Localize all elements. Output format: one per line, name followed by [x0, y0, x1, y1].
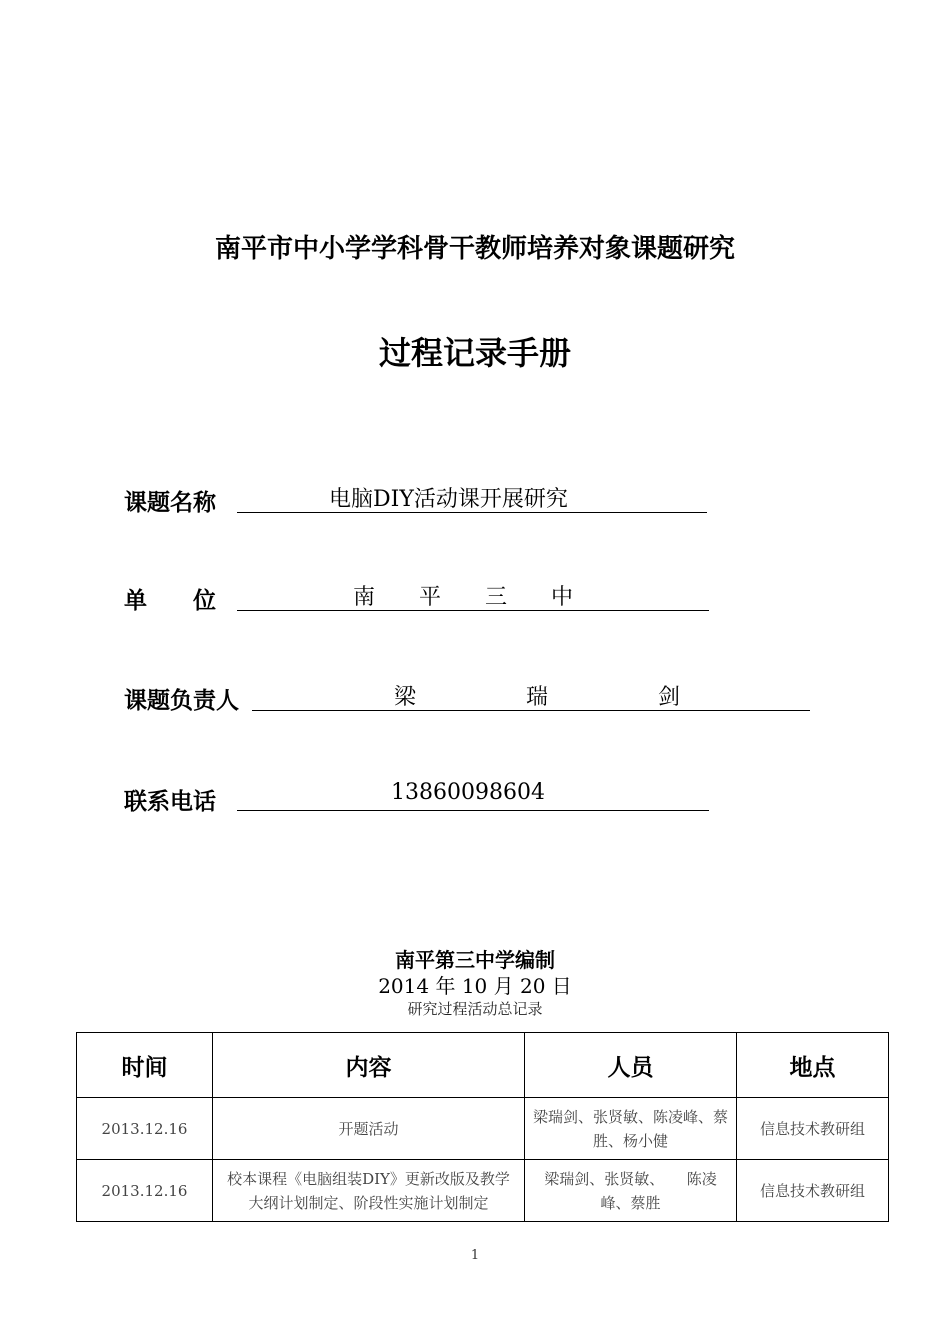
header-place: 地点	[737, 1033, 889, 1098]
leader-label: 课题负责人	[124, 688, 239, 714]
topic-label: 课题名称	[124, 490, 216, 516]
activity-record-table	[76, 1032, 889, 1222]
topic-line	[237, 480, 707, 513]
unit-value: 南 平 三 中	[353, 585, 574, 610]
topic-value: 电脑DIY活动课开展研究	[329, 487, 568, 512]
header-people: 人员	[525, 1033, 737, 1098]
table-caption: 研究过程活动总记录	[407, 1000, 543, 1018]
document-subtitle: 过程记录手册	[378, 334, 571, 372]
cell-time: 2013.12.16	[77, 1160, 213, 1222]
leader-line	[252, 678, 810, 711]
page-number: 1	[470, 1248, 480, 1263]
cell-place: 信息技术教研组	[737, 1160, 889, 1222]
cell-time: 2013.12.16	[77, 1098, 213, 1160]
header-time: 时间	[77, 1033, 213, 1098]
compiler-org: 南平第三中学编制	[395, 948, 555, 972]
unit-label: 单 位	[124, 588, 216, 614]
document-title: 南平市中小学学科骨干教师培养对象课题研究	[214, 234, 735, 264]
phone-line	[237, 778, 709, 811]
cell-people: 梁瑞剑、张贤敏、陈凌峰、蔡胜、杨小健	[525, 1098, 737, 1160]
cell-content: 校本课程《电脑组装DIY》更新改版及教学大纲计划制定、阶段性实施计划制定	[213, 1160, 525, 1222]
compile-date: 2014 年 10 月 20 日	[378, 974, 572, 998]
table-row	[77, 1098, 889, 1160]
cell-place: 信息技术教研组	[737, 1098, 889, 1160]
table-row	[77, 1160, 889, 1222]
header-content: 内容	[213, 1033, 525, 1098]
cell-people: 梁瑞剑、张贤敏、 陈凌峰、蔡胜	[525, 1160, 737, 1222]
table-header-row	[77, 1033, 889, 1098]
leader-value: 梁 瑞 剑	[394, 685, 681, 710]
unit-line	[237, 578, 709, 611]
phone-value: 13860098604	[391, 780, 545, 805]
phone-label: 联系电话	[124, 789, 216, 815]
cell-content: 开题活动	[213, 1098, 525, 1160]
